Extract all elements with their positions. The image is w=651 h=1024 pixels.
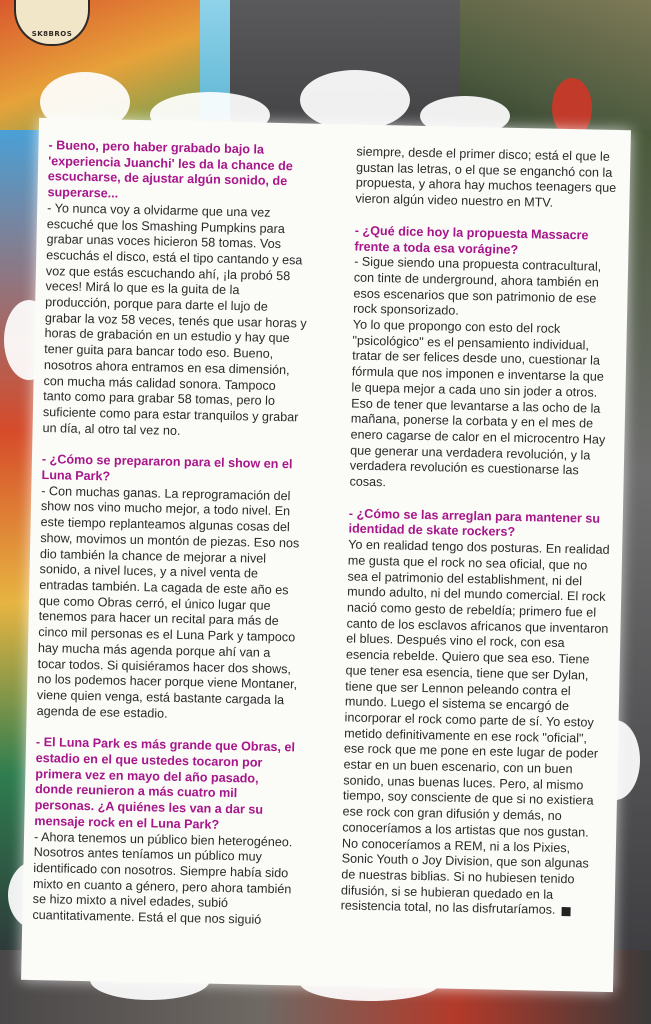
article-column-right	[340, 145, 618, 936]
interview-answer-paragraph: Yo lo que propongo con esto del rock "psicológico" es el pensamiento individual, tratar de ser felices desde uno, cuestionar la fórmula que nos imponen e inventarse la que le quepa mejor a cada uno sin joder a otros. Eso de tener que levantarse a las ocho de la mañana, ponerse la corbata y en el mes de enero cagarse de calor en el microcentro Hay que generar una verdadera revolución, y la verdadera revolución es cuestionarse las cosas.	[349, 317, 606, 490]
interview-question: - ¿Cómo se prepararon para el show en el Luna Park?	[41, 452, 293, 484]
skate-logo-text: SK8BROS	[31, 30, 73, 38]
interview-answer-continued: siempre, desde el primer disco; está el que le gustan las letras, o el que se enganchó con la propuesta, y ahora hay muchos teenagers que vieron algún video nuestro en MTV.	[355, 144, 617, 210]
interview-answer-final	[340, 538, 610, 920]
qa-section	[42, 138, 310, 442]
article-page	[21, 118, 631, 992]
article-column-left	[32, 138, 311, 945]
qa-section	[340, 506, 610, 920]
end-of-article-mark	[561, 907, 570, 916]
qa-section-continued	[355, 145, 618, 213]
interview-question: - El Luna Park es más grande que Obras, el estadio en el que ustedes tocaron por primera vez en mayo del año pasado, donde reunieron a más cuatro mil personas. ¿A quiénes les van a dar su mensaje rock en el Luna Park?	[34, 735, 296, 832]
qa-section	[36, 452, 304, 724]
interview-question: - Bueno, pero haber grabado bajo la 'experiencia Juanchi' les da la chance de escucharse, de ajustar algún sonido, de superarse...	[47, 138, 293, 201]
interview-answer: - Con muchas ganas. La reprogramación del show nos vino mucho mejor, a todo nivel. En este tiempo replanteamos algunas cosas del show, movimos un montón de piezas. Eso nos dio también la chance de mejorar a nivel sonido, a nivel luces, y a nivel venta de entradas también. La cagada de este año es que como Obras cerró, el único lugar que tenemos para hacer un recital para más de cinco mil personas es el Luna Park y tampoco hay mucha más agenda porque ahí van a tocar todos. Si quisiéramos hacer dos shows, no los podemos hacer porque viene Montaner, viene quien venga, está bastante cargada la agenda de ese estadio.	[36, 483, 300, 721]
qa-section	[32, 735, 298, 929]
qa-section	[349, 223, 617, 495]
interview-answer: - Ahora tenemos un público bien heterogéneo. Nosotros antes teníamos un público muy identificado con nosotros. Siempre había sido mixto en cuanto a género, pero ahora también se hizo mixto a nivel edades, subió cuantitativamente. Está el que nos siguió	[32, 829, 293, 927]
interview-answer: - Sigue siendo una propuesta contracultural, con tinte de underground, ahora también en esos escenarios que son patrimonio de ese rock sponsorizado.	[353, 254, 602, 319]
interview-question: - ¿Cómo se las arreglan para mantener su identidad de skate rockers?	[348, 506, 601, 540]
lace-decoration	[300, 70, 410, 130]
interview-answer: - Yo nunca voy a olvidarme que una vez escuché que los Smashing Pumpkins para grabar unas voces hicieron 58 tomas. Vos escuchás el disco, está el tipo cantando y esa voz que estás escuchando ahí, ¡la probó 58 veces! Mirá lo que es la guita de la producción, porque para darte el lujo de grabar la voz 58 veces, tenés que usar horas y horas de grabación en un estudio y hay que tener guita para bancar todo eso. Bueno, nosotros ahora entramos en esa dimensión, con mucha más calidad sonora. Tampoco tanto como para grabar 58 tomas, pero lo suficiente como para estar tranquilos y grabar un día, al otro tal vez no.	[42, 200, 307, 438]
interview-question: - ¿Qué dice hoy la propuesta Massacre frente a toda esa vorágine?	[354, 223, 589, 257]
interview-answer-text: Yo en realidad tengo dos posturas. En realidad me gusta que el rock no sea oficial, que no sea el patrimonio del establishment, ni del mundo adulto, ni del mundo comercial. El rock nació como gesto de rebeldía; primero fue el canto de los esclavos africanos que inventaron el blues. Después vino el rock, con esa esencia rebelde. Quiero que sea eso. Tiene que tener esa esencia, tiene que ser Dylan, tiene que ser Lennon peleando contra el mundo. Luego el sistema se encargó de incorporar el rock como parte de sí. Yo estoy metido definitivamente en ese rock "oficial", ese rock que me pone en este lugar de poder estar en un buen escenario, con un buen sonido, unas buenas luces. Pero, al mismo tiempo, soy consciente de que si no existiera ese rock con gran difusión y demás, no conoceríamos a los artistas que nos gustan. No conoceríamos a REM, ni a los Pixies, Sonic Youth o Joy Division, que son algunas de nuestras biblias. Si no hubiesen tenido difusión, si se hubieran quedado en la resistencia total, no las disfrutaríamos.	[340, 537, 610, 918]
